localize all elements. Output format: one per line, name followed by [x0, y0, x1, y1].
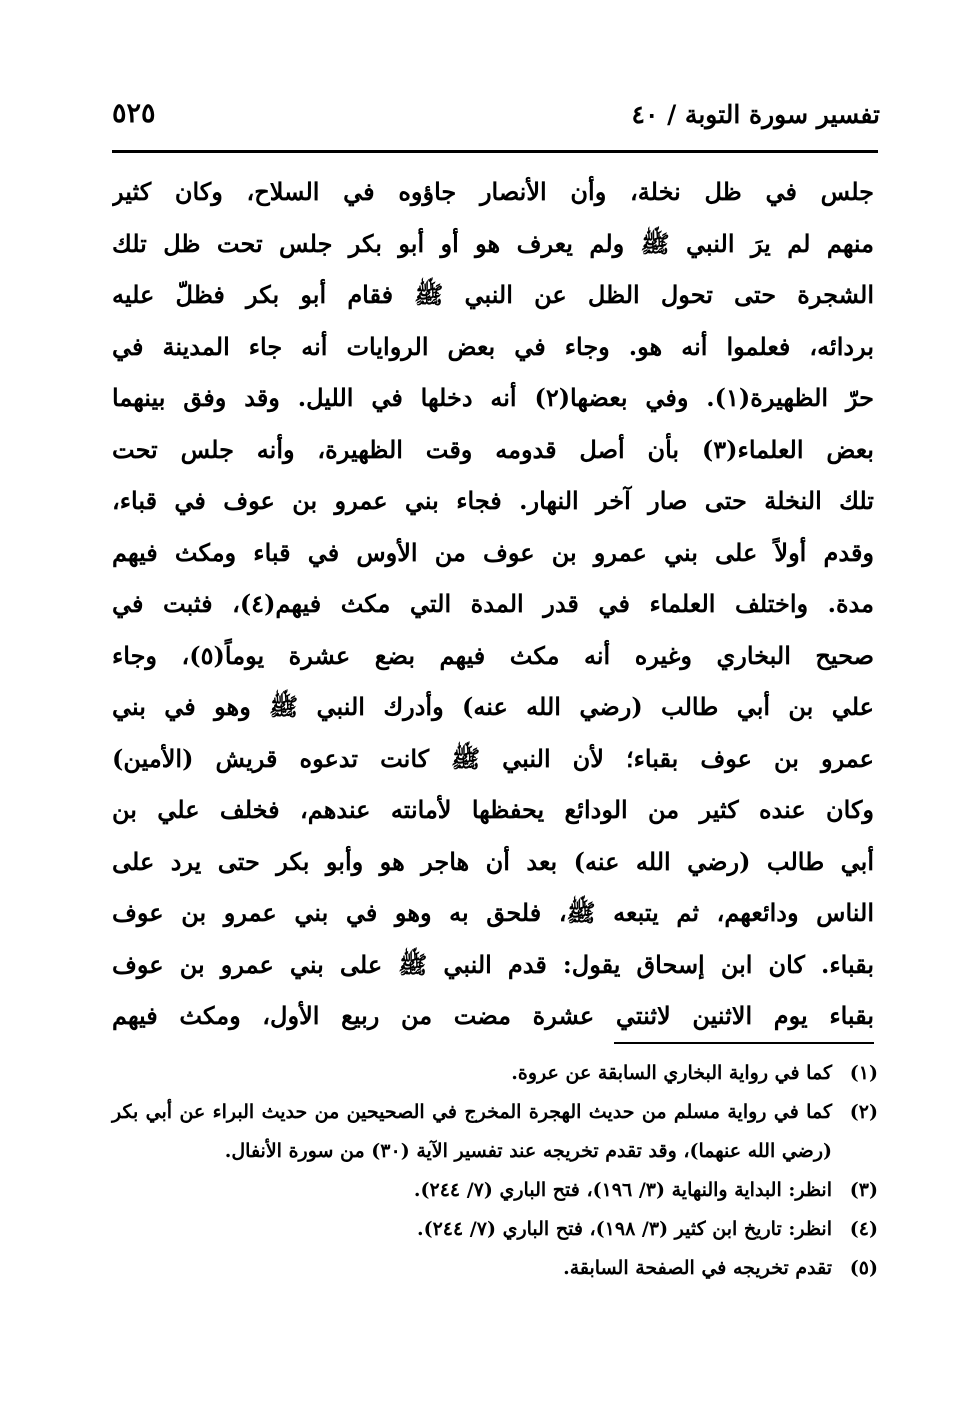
footnote-number: (٥) — [849, 1257, 878, 1279]
footnote-number: (١) — [849, 1062, 878, 1084]
footnote — [112, 1093, 878, 1171]
page-number: ٥٢٥ — [112, 98, 156, 129]
footnote-rule — [614, 1042, 874, 1044]
footnote-text: كما في رواية البخاري السابقة عن عروة. — [511, 1062, 832, 1084]
footnote-text: انظر: البداية والنهاية (٣/ ١٩٦)، فتح الباري (٧/ ٢٤٤). — [413, 1179, 832, 1201]
body-line: مدة. واختلف العلماء في قدر المدة التي مكث فيهم(٤)، فثبت في — [112, 589, 874, 618]
footnote — [112, 1249, 878, 1288]
body-line: بردائه، فعلموا أنه هو. وجاء في بعض الروايات أنه جاء المدينة في — [112, 331, 874, 361]
footnote-number: (٤) — [849, 1218, 878, 1240]
body-text — [112, 166, 874, 1042]
footnote — [112, 1171, 878, 1210]
footnote-text: تقدم تخريجه في الصفحة السابقة. — [563, 1257, 832, 1279]
body-line: عمرو بن عوف بقباء؛ لأن النبي ﷺ كانت تدعوه قريش (الأمين) — [112, 743, 874, 773]
body-line: أبي طالب (رضي الله عنه) بعد أن هاجر هو وأبو بكر حتى يرد على — [112, 846, 874, 876]
body-line: علي بن أبي طالب (رضي الله عنه) وأدرك النبي ﷺ وهو في بني — [112, 692, 874, 721]
body-line: وقدم أولاً على بني عمرو بن عوف من الأوس في قباء ومكث فيهم — [112, 537, 874, 567]
body-line: تلك النخلة حتى صار آخر النهار. فجاء بني عمرو بن عوف في قباء، — [112, 486, 874, 515]
body-line: الناس ودائعهم، ثم يتبعه ﷺ، فلحق به وهو في بني عمرو بن عوف — [112, 898, 874, 927]
footnote-number: (٢) — [849, 1101, 878, 1123]
page-header — [112, 88, 880, 148]
footnote-text: كما في رواية مسلم من حديث الهجرة المخرج في الصحيحين من حديث البراء عن أبي بكر (رضي الله عنهما)، وقد تقدم تخريجه عند تفسير الآية (٣٠) من سورة الأنفال. — [112, 1101, 832, 1162]
footnote-text: انظر: تاريخ ابن كثير (٣/ ١٩٨)، فتح الباري (٧/ ٢٤٤). — [416, 1218, 832, 1240]
footnote-number: (٣) — [849, 1179, 878, 1201]
body-line: بقباء يوم الاثنين لاثنتي عشرة مضت من ربيع الأول، ومكث فيهم — [112, 1001, 874, 1030]
body-line: صحيح البخاري وغيره أنه مكث فيهم بضع عشرة يوماً(٥)، وجاء — [112, 640, 874, 670]
body-line: وكان عنده كثير من الودائع يحفظها لأمانته عندهم، فخلف علي بن — [112, 795, 874, 824]
footnote — [112, 1210, 878, 1249]
header-rule — [112, 150, 878, 153]
footnotes — [112, 1054, 878, 1288]
body-line: الشجرة حتى تحول الظل عن النبي ﷺ فقام أبو بكر فظلّ عليه — [112, 280, 874, 309]
running-title: تفسير سورة التوبة / ٤٠ — [631, 100, 880, 129]
footnote — [112, 1054, 878, 1093]
body-line: حرّ الظهيرة(١). وفي بعضها(٢) أنه دخلها في الليل. وقد وفق بينهما — [112, 383, 874, 412]
body-line: بعض العلماء(٣) بأن أصل قدومه وقت الظهيرة، وأنه جلس تحت — [112, 434, 874, 464]
body-line: بقباء. كان ابن إسحاق يقول: قدم النبي ﷺ على بني عمرو بن عوف — [112, 949, 874, 979]
body-line: جلس في ظل نخلة، وأن الأنصار جاؤوه في السلاح، وكان كثير — [112, 177, 874, 206]
body-line: منهم لم يرَ النبي ﷺ ولم يعرف هو أو أبو بكر جلس تحت ظل تلك — [112, 228, 874, 258]
